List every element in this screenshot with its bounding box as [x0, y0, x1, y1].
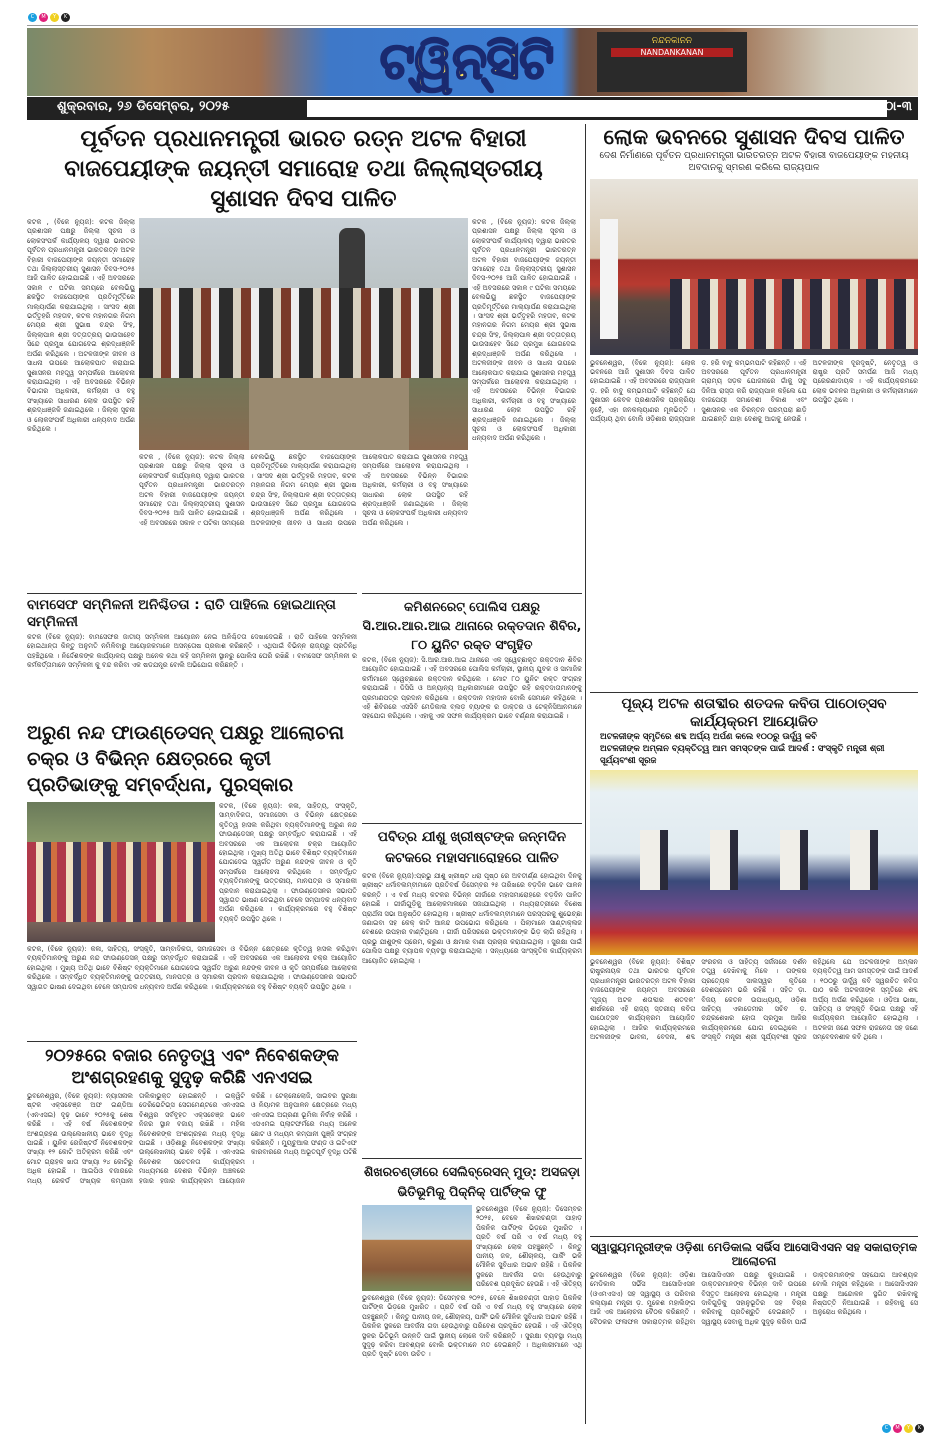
- headline-arun-nanda: ଅରୁଣ ନନ୍ଦ ଫାଉଣ୍ଡେସନ୍ ପକ୍ଷରୁ ଆଲୋଚନା ଚକ୍ର ଓ ବିଭିନ୍ନ କ୍ଷେତ୍ରରେ କୃତୀ ପ୍ରତିଭାଙ୍କୁ ସମ୍ବର୍ଦ୍ଧନା, ପୁରସ୍କାର: [27, 722, 345, 796]
- headline-atal-poetry: ପୂଜ୍ୟ ଅଟଳ ଶତାବ୍ଦୀର ଶତଦଳ କବିତା ପାଠୋତ୍ସବ କାର୍ଯ୍ୟକ୍ରମ ଆୟୋଜିତ: [621, 696, 887, 730]
- cmyk-dot-m: M: [39, 13, 48, 22]
- photo-sikharchandi-temple: [362, 1205, 472, 1291]
- headline-lok-bhavan: ଲୋକ ଭବନରେ ସୁଶାସନ ଦିବସ ପାଳିତ: [603, 125, 905, 149]
- article-blood-donation: [362, 593, 582, 820]
- date-bar: [27, 97, 918, 120]
- article-body-nse: ଭୁବନେଶ୍ୱର, (ବିକେ ନ୍ୟୁଜ): ନ୍ୟାସନାଲ ଷ୍ଟକ ଏକ୍ସଚେଞ୍ଜ ଅଫ ଇଣ୍ଡିଆ (ଏନଏସଇ) ଦୃଢ଼ ଭାବେ ୨୦୨୫କୁ ଶେଷ କରିଛି । ଏହି ବର୍ଷ ନିବେଶକଙ୍କ ଅଂଶଗ୍ରହଣ ଉଲ୍ଲେଖନୀୟ ଭାବେ ବୃଦ୍ଧି ପାଇଛି । ୟୁନିକ ରେଜିଷ୍ଟର୍ଡ ନିବେଶକଙ୍କ ସଂଖ୍ୟା ୧୨ କୋଟି ଅତିକ୍ରମ କରିଛି ଏବଂ ମୋଟ ଗ୍ରାହକ ଖାତା ସଂଖ୍ୟା ୨୪ କୋଟିରୁ ଅଧିକ ହୋଇଛି । ଆଇପିଓ ବଜାରରେ ମଧ୍ୟ ରେକର୍ଡ ସଂଖ୍ୟକ କମ୍ପାନୀ ତାଲିକାଭୁକ୍ତ ହୋଇଛନ୍ତି । ଇକ୍ୱିଟି ଡେରିଭେଟିଭ୍ସ ସେଗମେଣ୍ଟରେ ଏନଏସଇ ବିଶ୍ୱର ସର୍ବବୃହତ ଏକ୍ସଚେଞ୍ଜ ଭାବେ ନିଜର ସ୍ଥାନ ବଜାୟ ରଖିଛି । ମହିଳା ନିବେଶକଙ୍କ ଅଂଶଗ୍ରହଣ ମଧ୍ୟ ବୃଦ୍ଧି ପାଇଛି । ଓଡ଼ିଶାରୁ ନିବେଶକଙ୍କ ସଂଖ୍ୟା ଉଲ୍ଲେଖନୀୟ ଭାବେ ବଢ଼ିଛି । ଏନଏସଇ ନିବେଶକ ସଚେତନତା କାର୍ଯ୍ୟକ୍ରମ ମାଧ୍ୟମରେ ଦେଶର ବିଭିନ୍ନ ଅଞ୍ଚଳରେ ହଜାର ହଜାର କାର୍ଯ୍ୟକ୍ରମ ଆୟୋଜନ କରିଛି । ଟେକ୍ନୋଲୋଜି, ସାଇବର ସୁରକ୍ଷା ଓ ନିୟାମକ ଅନୁପାଳନ କ୍ଷେତ୍ରରେ ମଧ୍ୟ ଏନଏସଇ ଅଗ୍ରଣୀ ଭୂମିକା ନିର୍ବାହ କରିଛି । ଏସଏମଇ ପ୍ଲାଟଫର୍ମରେ ମଧ୍ୟ ଅନେକ ଛୋଟ ଓ ମଧ୍ୟମ କମ୍ପାନୀ ପୁଞ୍ଜି ସଂଗ୍ରହ କରିଛନ୍ତି । ମ୍ୟୁଚୁଆଲ ଫଣ୍ଡ ଓ ଇଟିଏଫ କାରବାରରେ ମଧ୍ୟ ଅଭୂତପୂର୍ବ ବୃଦ୍ଧି ଘଟିଛି ।: [27, 1092, 357, 1185]
- article-body-lok-bhavan: ଭୁବନେଶ୍ୱର, (ବିକେ ନ୍ୟୁଜ): ଲୋକ ଭବନରେ ଆଜି ସୁଶାସନ ଦିବସ ପାଳିତ ହୋଇଯାଇଛି । ଏହି ଅବସରରେ ରାଜ୍ୟପାଳ ଡ଼. ହରି ବାବୁ କମ୍ଭମପାଟି କହିଛନ୍ତି ଯେ ସୁଶାସନ କେବଳ ପ୍ରଶାସନିକ ପ୍ରକ୍ରିୟା ନୁହେଁ, ଏହା ଜନକଲ୍ୟାଣର ମୂଳଭିତ୍ତି । ପର୍ଯ୍ୟାୟ ଥିବା ବୋଲି ଓଡ଼ିଶାର ରାଜ୍ୟପାଳ ଡ଼. ହରି ବାବୁ କମ୍ଭମପାଟି କହିଛନ୍ତି । ଏହି ଅବସରରେ ପୂର୍ବତନ ପ୍ରଧାନମନ୍ତ୍ରୀ ଗ୍ରାମ୍ୟ ସଡ଼କ ଯୋଜନାରେ ଗାଁକୁ ସବୁ ଦିନିଆ ରାସ୍ତା କରି ରାଜ୍ୟପାଳ କହିଲେ ଯେ ବାଜପେୟୀ ସମାବେଶୀ ବିକାଶ ଏବଂ ସୁଶାସନର ଏକ ଚିରନ୍ତନ ପରମ୍ପରା ଛାଡ଼ି ଯାଇଛନ୍ତି ଯାହା ଦେଶକୁ ଆଗକୁ ନେଉଛି । ଅଟଳଜୀଙ୍କ ଦୂରଦୃଷ୍ଟି, ନେତୃତ୍ୱ ଓ ରାଷ୍ଟ୍ର ପ୍ରତି ସମର୍ପଣ ଆଜି ମଧ୍ୟ ପ୍ରେରଣାଦାୟକ । ଏହି କାର୍ଯ୍ୟକ୍ରମରେ ଲୋକ ଭବନର ଅଧିକାରୀ ଓ କର୍ମଚାରୀମାନେ ଉପସ୍ଥିତ ଥିଲେ ।: [590, 358, 918, 423]
- cmyk-dot-k: K: [915, 1424, 924, 1433]
- page-number: ପୃଷ୍ଠା-୩: [865, 99, 912, 114]
- sign-text: ନନ୍ଦନକାନନ: [651, 36, 693, 46]
- article-body-atal-jayanti-cont: କଟକ , (ବିକେ ନ୍ୟୁଜ): କଟକ ଜିଲ୍ଲା ପ୍ରଶାସନ ପକ୍ଷରୁ ଜିଲ୍ଲା ସୂଚନା ଓ ଲୋକସଂପର୍କ କାର୍ଯ୍ୟାଳୟ ଦ୍ୱାରା ଭାରତର ପୂର୍ବତନ ପ୍ରଧାନମନ୍ତ୍ରୀ ଭାରତରତ୍ନ ଅଟଳ ବିହାରୀ ବାଜପେୟୀଙ୍କ ଜୟନ୍ତୀ ସମାରୋହ ତଥା ଜିଲ୍ଲାସ୍ତରୀୟ ସୁଶାସନ ଦିବସ-୨୦୨୫ ଆଜି ପାଳିତ ହୋଇଯାଇଛି । ଏହି ଅବସରରେ ସକାଳ ୯ ଘଟିକା ସମୟରେ ବେଲଭିୟୁ ଛକସ୍ଥିତ ବାଜପେୟୀଙ୍କ ପ୍ରତିମୂର୍ତ୍ତିରେ ମାଲ୍ୟାର୍ପଣ କରାଯାଇଥିଲା । ସାଂସଦ ଶ୍ରୀ ଭର୍ତ୍ତୃହରି ମହତାବ, କଟକ ମହାନଗର ନିଗମ ମେୟର ଶ୍ରୀ ସୁଭାଷ ଚନ୍ଦ୍ର ସିଂହ, ଜିଲ୍ଲାପାଳ ଶ୍ରୀ ଦତ୍ତାତ୍ରୟ ଭାଉସାହେବ ସିନ୍ଦେ ପ୍ରମୁଖ ଯୋଗଦେଇ ଶ୍ରଦ୍ଧାଞ୍ଜଳି ଅର୍ପଣ କରିଥିଲେ । ଅଟଳଜୀଙ୍କ ଜୀବନ ଓ ସାଧନା ଉପରେ ଆଲୋକପାତ କରାଯାଇ ସୁଶାସନର ମହତ୍ତ୍ୱ ସମ୍ପର୍କରେ ଆଲୋଚନା କରାଯାଇଥିଲା । ଏହି ଅବସରରେ ବିଭିନ୍ନ ବିଭାଗର ଅଧିକାରୀ, କର୍ମଚାରୀ ଓ ବହୁ ସଂଖ୍ୟାରେ ସାଧାରଣ ଲୋକ ଉପସ୍ଥିତ ରହି ଶ୍ରଦ୍ଧାଞ୍ଜଳି ଜଣାଇଥିଲେ । ଜିଲ୍ଲା ସୂଚନା ଓ ଲୋକସଂପର୍କ ଅଧିକାରୀ ଧନ୍ୟବାଦ ଅର୍ପଣ କରିଥିଲେ ।: [139, 453, 468, 527]
- top-rule: [27, 25, 918, 26]
- photo-arun-nanda-group: [27, 802, 215, 942]
- cmyk-dot-c: C: [28, 13, 37, 22]
- headline-christmas: ପବିତ୍ର ଯୀଶୁ ଖ୍ରୀଷ୍ଟଙ୍କ ଜନ୍ମଦିନ କଟକରେ ମହାସମାରୋହରେ ପାଳିତ: [377, 829, 567, 866]
- article-body-christmas: କଟକ (ବିକେ ନ୍ୟୁଜ):ପ୍ରଭୁ ଯୀଶୁ ଖ୍ରୀଷ୍ଟ ଧରା ପୃଷ୍ଠ ରେ ଅବତୀର୍ଣ୍ଣ ହୋଇଥିବା ଦିନକୁ ଖ୍ରୀଷ୍ଟ ଧର୍ମାବଲମ୍ବୀମାନେ ପ୍ରତିବର୍ଷ ଡିସେମ୍ବର ୨୫ ତାରିଖରେ ବଡ଼ଦିନ ଭାବେ ପାଳନ କରନ୍ତି । ଏ ବର୍ଷ ମଧ୍ୟ କଟକର ବିଭିନ୍ନ ଗୀର୍ଜାରେ ମହାସମାରୋହରେ ବଡ଼ଦିନ ପାଳିତ ହୋଇଛି । ଗୀର୍ଜାଗୁଡ଼ିକୁ ଆଲୋକମାଳାରେ ସଜାଯାଇଥିଲା । ମଧ୍ୟରାତ୍ରୀରେ ବିଶେଷ ପ୍ରାର୍ଥନା ସଭା ଅନୁଷ୍ଠିତ ହୋଇଥିଲା । ଖ୍ରୀଷ୍ଟ ଧର୍ମାବଲମ୍ବୀମାନେ ପରସ୍ପରକୁ ଶୁଭେଚ୍ଛା ଜଣାଇବା ସହ କେକ୍ କାଟି ଆନନ୍ଦ ଉପଭୋଗ କରିଥିଲେ । ପିଲାମାନେ ସାଣ୍ଟାକ୍ଲଜ ବେଶରେ ଉପହାର ବାଣ୍ଟିଥିଲେ । ଗୀର୍ଜା ପରିସରରେ ଭକ୍ତମାନଙ୍କ ଭିଡ଼ ଲାଗି ରହିଥିଲା । ପ୍ରଭୁ ଯୀଶୁଙ୍କ ପ୍ରେମ, କରୁଣା ଓ କ୍ଷମାର ବାଣୀ ପ୍ରଚାର କରାଯାଇଥିଲା । ସୁରକ୍ଷା ପାଇଁ ପୋଲିସ ପକ୍ଷରୁ ବ୍ୟାପକ ବ୍ୟବସ୍ଥା କରାଯାଇଥିଲା । ସନ୍ଧ୍ୟାରେ ସାଂସ୍କୃତିକ କାର୍ଯ୍ୟକ୍ରମ ଆୟୋଜିତ ହୋଇଥିଲା ।: [362, 872, 582, 965]
- article-atal-jayanti: [27, 124, 580, 590]
- subhead-atal-poetry-1: ଅଟଳଜୀଙ୍କ ସ୍ମୃତିରେ ଶବ୍ଦ ଅର୍ଘ୍ୟ ଅର୍ପଣ କଲେ ୧୦୦ରୁ ଊର୍ଦ୍ଧ୍ୱ କବି: [600, 732, 817, 742]
- cmyk-dot-c: C: [882, 1424, 891, 1433]
- headline-atal-jayanti: ପୂର୍ବତନ ପ୍ରଧାନମନ୍ତ୍ରୀ ଭାରତ ରତ୍ନ ଅଟଳ ବିହାରୀ ବାଜପେୟୀଙ୍କ ଜୟନ୍ତୀ ସମାରୋହ ତଥା ଜିଲ୍ଲାସ୍ତରୀୟ ସୁଶାସନ ଦିବସ ପାଳିତ: [64, 126, 543, 212]
- group-shape: [27, 842, 215, 922]
- crowd-shape: [139, 288, 468, 378]
- cmyk-dot-y: Y: [904, 1424, 913, 1433]
- photo-atal-poetry-stage: [590, 770, 918, 955]
- article-atal-poetry: [590, 692, 918, 1234]
- article-bamsef: [27, 593, 357, 718]
- issue-date: ଶୁକ୍ରବାର, ୨୬ ଡିସେମ୍ବର, ୨୦୨୫: [57, 99, 230, 114]
- article-body-atal-jayanti: କଟକ , (ବିକେ ନ୍ୟୁଜ): କଟକ ଜିଲ୍ଲା ପ୍ରଶାସନ ପକ୍ଷରୁ ଜିଲ୍ଲା ସୂଚନା ଓ ଲୋକସଂପର୍କ କାର୍ଯ୍ୟାଳୟ ଦ୍ୱାରା ଭାରତର ପୂର୍ବତନ ପ୍ରଧାନମନ୍ତ୍ରୀ ଭାରତରତ୍ନ ଅଟଳ ବିହାରୀ ବାଜପେୟୀଙ୍କ ଜୟନ୍ତୀ ସମାରୋହ ତଥା ଜିଲ୍ଲାସ୍ତରୀୟ ସୁଶାସନ ଦିବସ-୨୦୨୫ ଆଜି ପାଳିତ ହୋଇଯାଇଛି । ଏହି ଅବସରରେ ସକାଳ ୯ ଘଟିକା ସମୟରେ ବେଲଭିୟୁ ଛକସ୍ଥିତ ବାଜପେୟୀଙ୍କ ପ୍ରତିମୂର୍ତ୍ତିରେ ମାଲ୍ୟାର୍ପଣ କରାଯାଇଥିଲା । ସାଂସଦ ଶ୍ରୀ ଭର୍ତ୍ତୃହରି ମହତାବ, କଟକ ମହାନଗର ନିଗମ ମେୟର ଶ୍ରୀ ସୁଭାଷ ଚନ୍ଦ୍ର ସିଂହ, ଜିଲ୍ଲାପାଳ ଶ୍ରୀ ଦତ୍ତାତ୍ରୟ ଭାଉସାହେବ ସିନ୍ଦେ ପ୍ରମୁଖ ଯୋଗଦେଇ ଶ୍ରଦ୍ଧାଞ୍ଜଳି ଅର୍ପଣ କରିଥିଲେ । ଅଟଳଜୀଙ୍କ ଜୀବନ ଓ ସାଧନା ଉପରେ ଆଲୋକପାତ କରାଯାଇ ସୁଶାସନର ମହତ୍ତ୍ୱ ସମ୍ପର୍କରେ ଆଲୋଚନା କରାଯାଇଥିଲା । ଏହି ଅବସରରେ ବିଭିନ୍ନ ବିଭାଗର ଅଧିକାରୀ, କର୍ମଚାରୀ ଓ ବହୁ ସଂଖ୍ୟାରେ ସାଧାରଣ ଲୋକ ଉପସ୍ଥିତ ରହି ଶ୍ରଦ୍ଧାଞ୍ଜଳି ଜଣାଇଥିଲେ । ଜିଲ୍ଲା ସୂଚନା ଓ ଲୋକସଂପର୍କ ଅଧିକାରୀ ଧନ୍ୟବାଦ ଅର୍ପଣ କରିଥିଲେ ।: [27, 218, 135, 433]
- article-christmas: [362, 823, 582, 1156]
- cmyk-dot-m: M: [893, 1424, 902, 1433]
- masthead-title: ଟ୍ୱିନ୍‌ସିଟି: [379, 32, 555, 90]
- headline-bamsef: ବାମସେଫ ସମ୍ମିଳନୀ ଅନିଶ୍ଚିତତା : ରାତି ପାହିଲେ ହୋଇଥାନ୍ତା ସମ୍ମିଳନୀ: [27, 597, 336, 630]
- headline-nse: ୨୦୨୫ରେ ବଜାର ନେତୃତ୍ୱ ଏବଂ ନିବେଶକଙ୍କ ଅଂଶଗ୍ରହଣକୁ ସୁଦୃଢ଼ କରିଛି ଏନଏସଇ: [45, 1046, 339, 1088]
- masthead-banner: [27, 28, 918, 96]
- article-body-bamsef: କଟକ (ବିକେ ନ୍ୟୁଜ): ବାମସେଫର ଜାତୀୟ ସମ୍ମିଳନୀ ଆୟୋଜନ ନେଇ ଅନିଶ୍ଚିତତା ଦେଖାଦେଇଛି । ରାତି ପାହିଲେ ସମ୍ମିଳନୀ ହୋଇଥାନ୍ତା କିନ୍ତୁ ଅନୁମତି ନମିଳିବାରୁ ଆୟୋଜକମାନେ ଅସନ୍ତୋଷ ପ୍ରକାଶ କରିଛନ୍ତି । ଏଥିପାଇଁ ବିଭିନ୍ନ ରାଜ୍ୟରୁ ପ୍ରତିନିଧି ପହଞ୍ଚିଥିଲେ । ନିର୍ଦ୍ଦେଶକଙ୍କ କାର୍ଯ୍ୟାଳୟ ପକ୍ଷରୁ ଅନେକ କଥା କହି ସମ୍ମିଳନୀ ସ୍ଥାନରୁ ପୋଲିସ ଘେରି ରଖିଛି । ବାମସେଫ ସମ୍ମିଳନୀ ର କର୍ମକର୍ତ୍ତାମାନେ ସମ୍ମିଳନୀ କୁ ବନ୍ଦ କରିବା ଏକ ଷଡଯନ୍ତ୍ର ବୋଲି ଅଭିଯୋଗ କରିଛନ୍ତି ।: [27, 632, 357, 669]
- headline-medical-association: ସ୍ୱାସ୍ଥ୍ୟମନ୍ତ୍ରୀଙ୍କ ଓଡ଼ିଶା ମେଡିକାଲ ସର୍ଭିସ ଆସୋସିଏସନ ସହ ସକାରାତ୍ମକ ଆଲୋଚନା: [590, 1240, 918, 1269]
- article-body-arun-nanda: କଟକ, (ବିକେ ନ୍ୟୁଜ): କଳା, ସାହିତ୍ୟ, ସଂସ୍କୃତି, ସାମ୍ବାଦିକତା, ସମାଜସେବା ଓ ବିଭିନ୍ନ କ୍ଷେତ୍ରରେ କୃତିତ୍ୱ ହାସଲ କରିଥିବା ବ୍ୟକ୍ତିମାନଙ୍କୁ ଅରୁଣ ନନ୍ଦ ଫାଉଣ୍ଡେସନ୍ ପକ୍ଷରୁ ସମ୍ବର୍ଦ୍ଧିତ କରାଯାଇଛି । ଏହି ଅବସରରେ ଏକ ଆଲୋଚନା ଚକ୍ର ଆୟୋଜିତ ହୋଇଥିଲା । ମୁଖ୍ୟ ଅତିଥି ଭାବେ ବିଶିଷ୍ଟ ବ୍ୟକ୍ତିମାନେ ଯୋଗଦେଇ ସ୍ୱର୍ଗତ ଅରୁଣ ନନ୍ଦଙ୍କ ଜୀବନ ଓ କୃତି ସମ୍ପର୍କରେ ଆଲୋଚନା କରିଥିଲେ । ସମ୍ବର୍ଦ୍ଧିତ ବ୍ୟକ୍ତିମାନଙ୍କୁ ଉତ୍ତରୀୟ, ମାନପତ୍ର ଓ ସ୍ମାରକୀ ପ୍ରଦାନ କରାଯାଇଥିଲା । ଫାଉଣ୍ଡେସନର ସଭାପତି ସ୍ୱାଗତ ଭାଷଣ ଦେଇଥିବା ବେଳେ ସମ୍ପାଦକ ଧନ୍ୟବାଦ ଅର୍ପଣ କରିଥିଲେ । କାର୍ଯ୍ୟକ୍ରମରେ ବହୁ ବିଶିଷ୍ଟ ବ୍ୟକ୍ତି ଉପସ୍ଥିତ ଥିଲେ ।: [219, 802, 357, 923]
- article-lok-bhavan: [590, 124, 918, 690]
- sign-text-english: NANDANKANAN: [611, 48, 733, 57]
- column-divider: [585, 124, 586, 1424]
- subhead-atal-poetry-2: ଅଟଳଜୀଙ୍କ ଅମ୍ଳାନ ବ୍ୟକ୍ତିତ୍ୱ ଆମ ସମସ୍ତଙ୍କ ପାଇଁ ଆଦର୍ଶ : ସଂସ୍କୃତି ମନ୍ତ୍ରୀ ଶ୍ରୀ ସୂର୍ଯ୍ୟବଂଶୀ ସୂରଜ: [600, 744, 885, 766]
- speaker-shape: [600, 219, 618, 339]
- article-body-arun-nanda-cont: କଟକ, (ବିକେ ନ୍ୟୁଜ): କଳା, ସାହିତ୍ୟ, ସଂସ୍କୃତି, ସାମ୍ବାଦିକତା, ସମାଜସେବା ଓ ବିଭିନ୍ନ କ୍ଷେତ୍ରରେ କୃତିତ୍ୱ ହାସଲ କରିଥିବା ବ୍ୟକ୍ତିମାନଙ୍କୁ ଅରୁଣ ନନ୍ଦ ଫାଉଣ୍ଡେସନ୍ ପକ୍ଷରୁ ସମ୍ବର୍ଦ୍ଧିତ କରାଯାଇଛି । ଏହି ଅବସରରେ ଏକ ଆଲୋଚନା ଚକ୍ର ଆୟୋଜିତ ହୋଇଥିଲା । ମୁଖ୍ୟ ଅତିଥି ଭାବେ ବିଶିଷ୍ଟ ବ୍ୟକ୍ତିମାନେ ଯୋଗଦେଇ ସ୍ୱର୍ଗତ ଅରୁଣ ନନ୍ଦଙ୍କ ଜୀବନ ଓ କୃତି ସମ୍ପର୍କରେ ଆଲୋଚନା କରିଥିଲେ । ସମ୍ବର୍ଦ୍ଧିତ ବ୍ୟକ୍ତିମାନଙ୍କୁ ଉତ୍ତରୀୟ, ମାନପତ୍ର ଓ ସ୍ମାରକୀ ପ୍ରଦାନ କରାଯାଇଥିଲା । ଫାଉଣ୍ଡେସନର ସଭାପତି ସ୍ୱାଗତ ଭାଷଣ ଦେଇଥିବା ବେଳେ ସମ୍ପାଦକ ଧନ୍ୟବାଦ ଅର୍ପଣ କରିଥିଲେ । କାର୍ଯ୍ୟକ୍ରମରେ ବହୁ ବିଶିଷ୍ଟ ବ୍ୟକ୍ତି ଉପସ୍ଥିତ ଥିଲେ ।: [27, 945, 357, 991]
- nandankanan-sign-photo: [597, 32, 747, 92]
- article-body-blood-donation: କଟକ, (ବିକେ ନ୍ୟୁଜ): ସି.ଆର.ଆର.ଆଇ ଥାନାରେ ଏକ ସ୍ୱେଚ୍ଛାକୃତ ରକ୍ତଦାନ ଶିବିର ଆୟୋଜିତ ହୋଇଯାଇଛି । ଏହି ଅବସରରେ ପୋଲିସ କର୍ମଚାରୀ, ସ୍ଥାନୀୟ ଯୁବକ ଓ ସାମାଜିକ କର୍ମୀମାନେ ସ୍ୱେଚ୍ଛାରେ ରକ୍ତଦାନ କରିଥିଲେ । ମୋଟ ୮୦ ୟୁନିଟ ରକ୍ତ ସଂଗ୍ରହ କରାଯାଇଛି । ଡିସିପି ଓ ଅନ୍ୟାନ୍ୟ ଅଧିକାରୀମାନେ ଉପସ୍ଥିତ ରହି ରକ୍ତଦାତାମାନଙ୍କୁ ପ୍ରମାଣପତ୍ର ପ୍ରଦାନ କରିଥିଲେ । ରକ୍ତଦାନ ମହାଦାନ ବୋଲି ସେମାନେ କହିଥିଲେ । ଏହି ଶିବିରରେ ଏସସିବି ମେଡିକାଲ ବ୍ଲଡ଼ ବ୍ୟାଙ୍କ ର ଡାକ୍ତର ଓ ଟେକ୍ନିସିଆନମାନେ ସହଯୋଗ କରିଥିଲେ । ଏହାକୁ ଏକ ସଫଳ କାର୍ଯ୍ୟକ୍ରମ ଭାବେ ବର୍ଣ୍ଣନା କରାଯାଇଛି ।: [362, 656, 582, 721]
- headline-blood-donation: କମିଶନରେଟ୍ ପୋଲିସ ପକ୍ଷରୁ ସି.ଆର.ଆର.ଆଇ ଥାନାରେ ରକ୍ତଦାନ ଶିବିର, ୮୦ ୟୁନିଟ ରକ୍ତ ସଂଗୃହିତ: [362, 599, 582, 652]
- article-medical-association: [590, 1236, 918, 1418]
- audience-shape: [670, 279, 918, 349]
- article-arun-nanda: [27, 720, 357, 1040]
- cmyk-registration-marks: [28, 13, 70, 22]
- headline-sikharchandi: ଶିଖରଚଣ୍ଡୀରେ ସେଲିବ୍ରେସନ୍ ମୁଡ୍: ଅସଜଡ଼ା ଭିତିଭୂମିକୁ ପିକ୍‌ନିକ୍ ପାର୍ଟିଙ୍କ ଫୁ: [364, 1164, 580, 1199]
- article-sikharchandi: [362, 1158, 582, 1421]
- article-body-atal-jayanti-col4: କଟକ , (ବିକେ ନ୍ୟୁଜ): କଟକ ଜିଲ୍ଲା ପ୍ରଶାସନ ପକ୍ଷରୁ ଜିଲ୍ଲା ସୂଚନା ଓ ଲୋକସଂପର୍କ କାର୍ଯ୍ୟାଳୟ ଦ୍ୱାରା ଭାରତର ପୂର୍ବତନ ପ୍ରଧାନମନ୍ତ୍ରୀ ଭାରତରତ୍ନ ଅଟଳ ବିହାରୀ ବାଜପେୟୀଙ୍କ ଜୟନ୍ତୀ ସମାରୋହ ତଥା ଜିଲ୍ଲାସ୍ତରୀୟ ସୁଶାସନ ଦିବସ-୨୦୨୫ ଆଜି ପାଳିତ ହୋଇଯାଇଛି । ଏହି ଅବସରରେ ସକାଳ ୯ ଘଟିକା ସମୟରେ ବେଲଭିୟୁ ଛକସ୍ଥିତ ବାଜପେୟୀଙ୍କ ପ୍ରତିମୂର୍ତ୍ତିରେ ମାଲ୍ୟାର୍ପଣ କରାଯାଇଥିଲା । ସାଂସଦ ଶ୍ରୀ ଭର୍ତ୍ତୃହରି ମହତାବ, କଟକ ମହାନଗର ନିଗମ ମେୟର ଶ୍ରୀ ସୁଭାଷ ଚନ୍ଦ୍ର ସିଂହ, ଜିଲ୍ଲାପାଳ ଶ୍ରୀ ଦତ୍ତାତ୍ରୟ ଭାଉସାହେବ ସିନ୍ଦେ ପ୍ରମୁଖ ଯୋଗଦେଇ ଶ୍ରଦ୍ଧାଞ୍ଜଳି ଅର୍ପଣ କରିଥିଲେ । ଅଟଳଜୀଙ୍କ ଜୀବନ ଓ ସାଧନା ଉପରେ ଆଲୋକପାତ କରାଯାଇ ସୁଶାସନର ମହତ୍ତ୍ୱ ସମ୍ପର୍କରେ ଆଲୋଚନା କରାଯାଇଥିଲା । ଏହି ଅବସରରେ ବିଭିନ୍ନ ବିଭାଗର ଅଧିକାରୀ, କର୍ମଚାରୀ ଓ ବହୁ ସଂଖ୍ୟାରେ ସାଧାରଣ ଲୋକ ଉପସ୍ଥିତ ରହି ଶ୍ରଦ୍ଧାଞ୍ଜଳି ଜଣାଇଥିଲେ । ଜିଲ୍ଲା ସୂଚନା ଓ ଲୋକସଂପର୍କ ଅଧିକାରୀ ଧନ୍ୟବାଦ ଅର୍ପଣ କରିଥିଲେ ।: [472, 218, 576, 443]
- dignitaries-shape: [620, 830, 890, 890]
- article-body-sikharchandi-cont: ଭୁବନେଶ୍ୱର (ବିକେ ନ୍ୟୁଜ): ଡିସେମ୍ବର ୨୦୨୫, ବେଳେ ଶିଖରଚଣ୍ଡୀ ପାହାଡ଼ ପିକନିକ ପାର୍ଟିଙ୍କ ଭିଡ଼ରେ ମୁଖରିତ । ପ୍ରତି ବର୍ଷ ପରି ଏ ବର୍ଷ ମଧ୍ୟ ବହୁ ସଂଖ୍ୟାରେ ଲୋକ ପହଞ୍ଚୁଛନ୍ତି । କିନ୍ତୁ ପାନୀୟ ଜଳ, ଶୌଚାଳୟ, ପାର୍କିଂ ଭଳି ମୌଳିକ ସୁବିଧାର ଅଭାବ ରହିଛି । ପିକନିକ ସ୍ଥଳରେ ଆବର୍ଜନା ଗଦା ହେଉଥିବାରୁ ପରିବେଶ ପ୍ରଦୂଷିତ ହେଉଛି । ଏହି ଐତିହ୍ୟ ସ୍ଥଳର ଭିତିଭୂମି ଉନ୍ନତି ପାଇଁ ସ୍ଥାନୀୟ ଲୋକେ ଦାବି କରିଛନ୍ତି । ସୁରକ୍ଷା ବ୍ୟବସ୍ଥା ମଧ୍ୟ ସୁଦୃଢ଼ କରିବା ଆବଶ୍ୟକ ବୋଲି ଭକ୍ତମାନେ ମତ ଦେଇଛନ୍ତି । ଅଧିକାରୀମାନେ ଏଥି ପ୍ରତି ଦୃଷ୍ଟି ଦେବା ଉଚିତ ।: [362, 1294, 582, 1359]
- cmyk-dot-k: K: [61, 13, 70, 22]
- photo-lok-bhavan-event: [590, 179, 918, 355]
- subhead-lok-bhavan: ଦେଶ ନିର୍ମାଣରେ ପୂର୍ବତନ ପ୍ରଧାନମନ୍ତ୍ରୀ ଭାରତରତ୍ନ ଅଟଳ ବିହାରୀ ବାଜପେୟୀଙ୍କ ମହନୀୟ ଅବଦାନକୁ ସ୍ମରଣ କରିଲେ ରାଜ୍ୟପାଳ: [599, 151, 909, 174]
- cmyk-dot-y: Y: [50, 13, 59, 22]
- article-body-sikharchandi: ଭୁବନେଶ୍ୱର (ବିକେ ନ୍ୟୁଜ): ଡିସେମ୍ବର ୨୦୨୫, ବେଳେ ଶିଖରଚଣ୍ଡୀ ପାହାଡ଼ ପିକନିକ ପାର୍ଟିଙ୍କ ଭିଡ଼ରେ ମୁଖରିତ । ପ୍ରତି ବର୍ଷ ପରି ଏ ବର୍ଷ ମଧ୍ୟ ବହୁ ସଂଖ୍ୟାରେ ଲୋକ ପହଞ୍ଚୁଛନ୍ତି । କିନ୍ତୁ ପାନୀୟ ଜଳ, ଶୌଚାଳୟ, ପାର୍କିଂ ଭଳି ମୌଳିକ ସୁବିଧାର ଅଭାବ ରହିଛି । ପିକନିକ ସ୍ଥଳରେ ଆବର୍ଜନା ଗଦା ହେଉଥିବାରୁ ପରିବେଶ ପ୍ରଦୂଷିତ ହେଉଛି । ଏହି ଐତିହ୍ୟ: [476, 1205, 582, 1289]
- article-nse: [27, 1041, 357, 1421]
- cmyk-registration-marks-bottom: [882, 1424, 924, 1433]
- article-body-medical-association: ଭୁବନେଶ୍ୱର (ବିକେ ନ୍ୟୁଜ): ଓଡ଼ିଶା ମେଡିକାଲ ସର୍ଭିସ ଆସୋସିଏସନ (ଓଏମଏସଏ) ସହ ସ୍ୱାସ୍ଥ୍ୟ ଓ ପରିବାର କଲ୍ୟାଣ ମନ୍ତ୍ରୀ ଡ଼. ମୁକେଶ ମହାଲିଙ୍ଗ ଆଜି ଏକ ଆଲୋଚନା ବୈଠକ କରିଛନ୍ତି । ବୈଠକର ଫଳାଫଳ ସକାରାତ୍ମକ ରହିଥିବା ଆସୋସିଏସନ ପକ୍ଷରୁ କୁହାଯାଇଛି । ଡାକ୍ତରମାନଙ୍କ ବିଭିନ୍ନ ଦାବି ଉପରେ ବିସ୍ତୃତ ଆଲୋଚନା ହୋଇଥିଲା । ମନ୍ତ୍ରୀ ଦାବିଗୁଡ଼ିକୁ ସହାନୁଭୂତିର ସହ ବିଚାର କରିବାକୁ ପ୍ରତିଶ୍ରୁତି ଦେଇଛନ୍ତି । ସ୍ୱାସ୍ଥ୍ୟ ସେବାକୁ ଅଧିକ ସୁଦୃଢ଼ କରିବା ପାଇଁ ଡାକ୍ତରମାନଙ୍କ ସହଯୋଗ ଆବଶ୍ୟକ ବୋଲି ମନ୍ତ୍ରୀ କହିଥିଲେ । ଆସୋସିଏସନ ପକ୍ଷରୁ ଆନ୍ଦୋଳନ ସ୍ଥଗିତ ରଖିବାକୁ ନିଷ୍ପତ୍ତି ନିଆଯାଇଛି । ରହିବାକୁ ସେ ଅନୁରୋଧ କରିଥିଲେ ।: [590, 1270, 918, 1326]
- article-body-atal-poetry: ଭୁବନେଶ୍ୱର (ବିକେ ନ୍ୟୁଜ): ବିଶିଷ୍ଟ ରାଷ୍ଟ୍ରନାୟକ ତଥା ଭାରତର ପୂର୍ବତନ ପ୍ରଧାନମନ୍ତ୍ରୀ ଭାରତରତ୍ନ ଅଟଳ ବିହାରୀ ବାଜପେୟୀଙ୍କ ଜୟନ୍ତୀ ଅବସରରେ ‘ପୂଜ୍ୟ ଅଟଳ ଶତାବ୍ଦୀର ଶତଦଳ’ ଶୀର୍ଷକରେ ଏହି ରାଜ୍ୟ ସ୍ତରୀୟ କବିତା ପାଠୋତ୍ସବ କାର୍ଯ୍ୟକ୍ରମ ଆୟୋଜିତ ହୋଇଥିଲା । ଆଜିର କାର୍ଯ୍ୟକ୍ରମରେ ଅଟଳଜୀଙ୍କ ଭାବନା, ବେଦନା, ଶବ୍ଦ ସଂରଚନା ଓ ସାହିତ୍ୟ ସର୍ଜନାରେ ଦର୍ଶନ ତତ୍ତ୍ୱ ଦେଖିବାକୁ ମିଳେ । ତାଙ୍କର ପ୍ରତ୍ୟେକ ସାଲସ୍ୱର କୃତିରେ ଦେଶପ୍ରେମ ଭରି ରହିଛି । ସହିତ ଡ଼ା. ବିଜୟ କେତନ ଉପାଧ୍ୟାୟ, ଓଡ଼ିଶା ସାହିତ୍ୟ ଏକାଡେମୀର ସଚିବ ଡ଼. ଚନ୍ଦ୍ରଶେଖର ହୋତା ପ୍ରମୁଖ ଆଜିର କାର୍ଯ୍ୟକ୍ରମରେ ଯୋଗ ଦେଇଥିଲେ । ସଂସ୍କୃତି ମନ୍ତ୍ରୀ ଶ୍ରୀ ସୂର୍ଯ୍ୟବଂଶୀ ସୂରଜ କହିଥିଲେ ଯେ ଅଟଳଜୀଙ୍କ ଅମ୍ଳାନ ବ୍ୟକ୍ତିତ୍ୱ ଆମ ସମସ୍ତଙ୍କ ପାଇଁ ଆଦର୍ଶ । ୧୦୦ରୁ ଊର୍ଦ୍ଧ୍ୱ କବି ସ୍ୱରଚିତ କବିତା ପାଠ କରି ଅଟଳଜୀଙ୍କ ସ୍ମୃତିରେ ଶବ୍ଦ ଅର୍ଘ୍ୟ ଅର୍ପଣ କରିଥିଲେ । ଓଡ଼ିଆ ଭାଷା, ସାହିତ୍ୟ ଓ ସଂସ୍କୃତି ବିଭାଗ ପକ୍ଷରୁ ଏହି କାର୍ଯ୍ୟକ୍ରମ ଆୟୋଜିତ ହୋଇଥିଲା । ଅଟଳଜୀ ଜଣେ ସଫଳ ରାଜନେତା ସହ ଜଣେ ସମ୍ବେଦନଶୀଳ କବି ଥିଲେ ।: [590, 958, 918, 1042]
- steps-shape: [249, 378, 409, 450]
- photo-atal-statue-tribute: [139, 218, 468, 450]
